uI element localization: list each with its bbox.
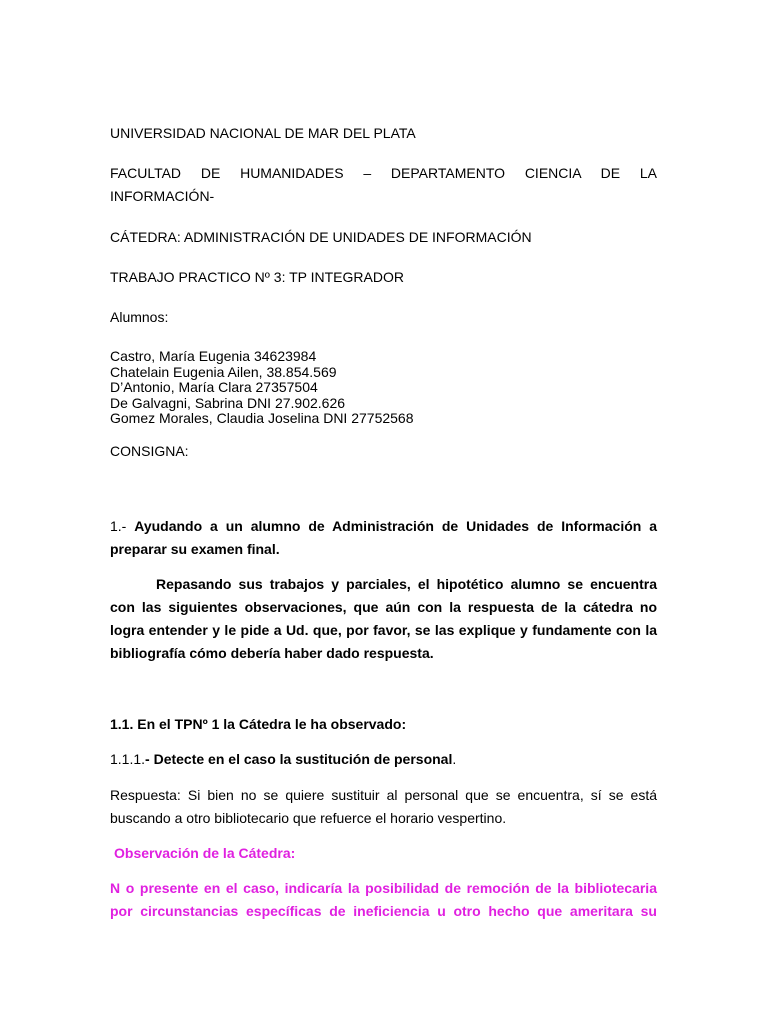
consigna-label: CONSIGNA:	[110, 443, 189, 459]
student-item: D’Antonio, María Clara 27357504	[110, 379, 318, 395]
paragraph-2-line-2: con las siguientes observaciones, que aún con la respuesta de la cátedra no	[110, 599, 657, 615]
question-1	[110, 515, 657, 561]
item-1-1-1-tail: .	[452, 751, 457, 767]
faculty-line-1: FACULTAD DE HUMANIDADES – DEPARTAMENTO CIENCIA DE LA	[110, 165, 657, 181]
item-1-1-1	[110, 748, 657, 771]
observacion-line-1: N o presente en el caso, indicaría la posibilidad de remoción de la bibliotecaria	[110, 880, 657, 896]
paragraph-2-line-3: logra entender y le pide a Ud. que, por favor, se las explique y fundamente con la	[110, 622, 657, 638]
item-1-1-1-number: 1.1.1.	[110, 751, 146, 767]
paragraph-2	[110, 573, 657, 665]
trabajo-heading: TRABAJO PRACTICO Nº 3: TP INTEGRADOR	[110, 269, 404, 285]
item-1-1-1-text: - Detecte en el caso la sustitución de personal	[145, 751, 453, 767]
observacion-title: Observación de la Cátedra:	[114, 845, 296, 861]
alumnos-label: Alumnos:	[110, 309, 169, 325]
question-1-text: Ayudando a un alumno de Administración de Unidades de Información a	[134, 518, 657, 534]
observacion-line-2: por circunstancias específicas de ineficiencia u otro hecho que ameritara su	[110, 903, 657, 919]
student-item: Castro, María Eugenia 34623984	[110, 348, 317, 364]
student-item: Chatelain Eugenia Ailen, 38.854.569	[110, 363, 337, 380]
university-title: UNIVERSIDAD NACIONAL DE MAR DEL PLATA	[110, 125, 416, 141]
paragraph-2-line-4: bibliografía cómo debería haber dado respuesta.	[110, 645, 434, 661]
catedra-heading: CÁTEDRA: ADMINISTRACIÓN DE UNIDADES DE INFORMACIÓN	[110, 229, 532, 245]
respuesta-line-1: Respuesta: Si bien no se quiere sustituir al personal que se encuentra, sí se está	[110, 787, 657, 803]
respuesta-line-2: buscando a otro bibliotecario que refuerce el horario vespertino.	[110, 810, 507, 826]
question-1-number: 1.-	[110, 518, 135, 534]
respuesta-paragraph	[110, 784, 657, 830]
faculty-heading	[110, 162, 657, 208]
observacion-paragraph	[110, 877, 657, 923]
paragraph-2-line-1: Repasando sus trabajos y parciales, el hipotético alumno se encuentra	[156, 576, 657, 592]
section-1-1-heading: 1.1. En el TPNº 1 la Cátedra le ha observado:	[110, 716, 407, 732]
question-1-line-1	[110, 515, 657, 538]
faculty-line-2: INFORMACIÓN-	[110, 188, 215, 204]
student-list	[110, 349, 657, 427]
student-item: Gomez Morales, Claudia Joselina DNI 27752568	[110, 410, 414, 426]
student-item: De Galvagni, Sabrina DNI 27.902.626	[110, 394, 346, 411]
question-1-line-2: preparar su examen final.	[110, 541, 280, 557]
